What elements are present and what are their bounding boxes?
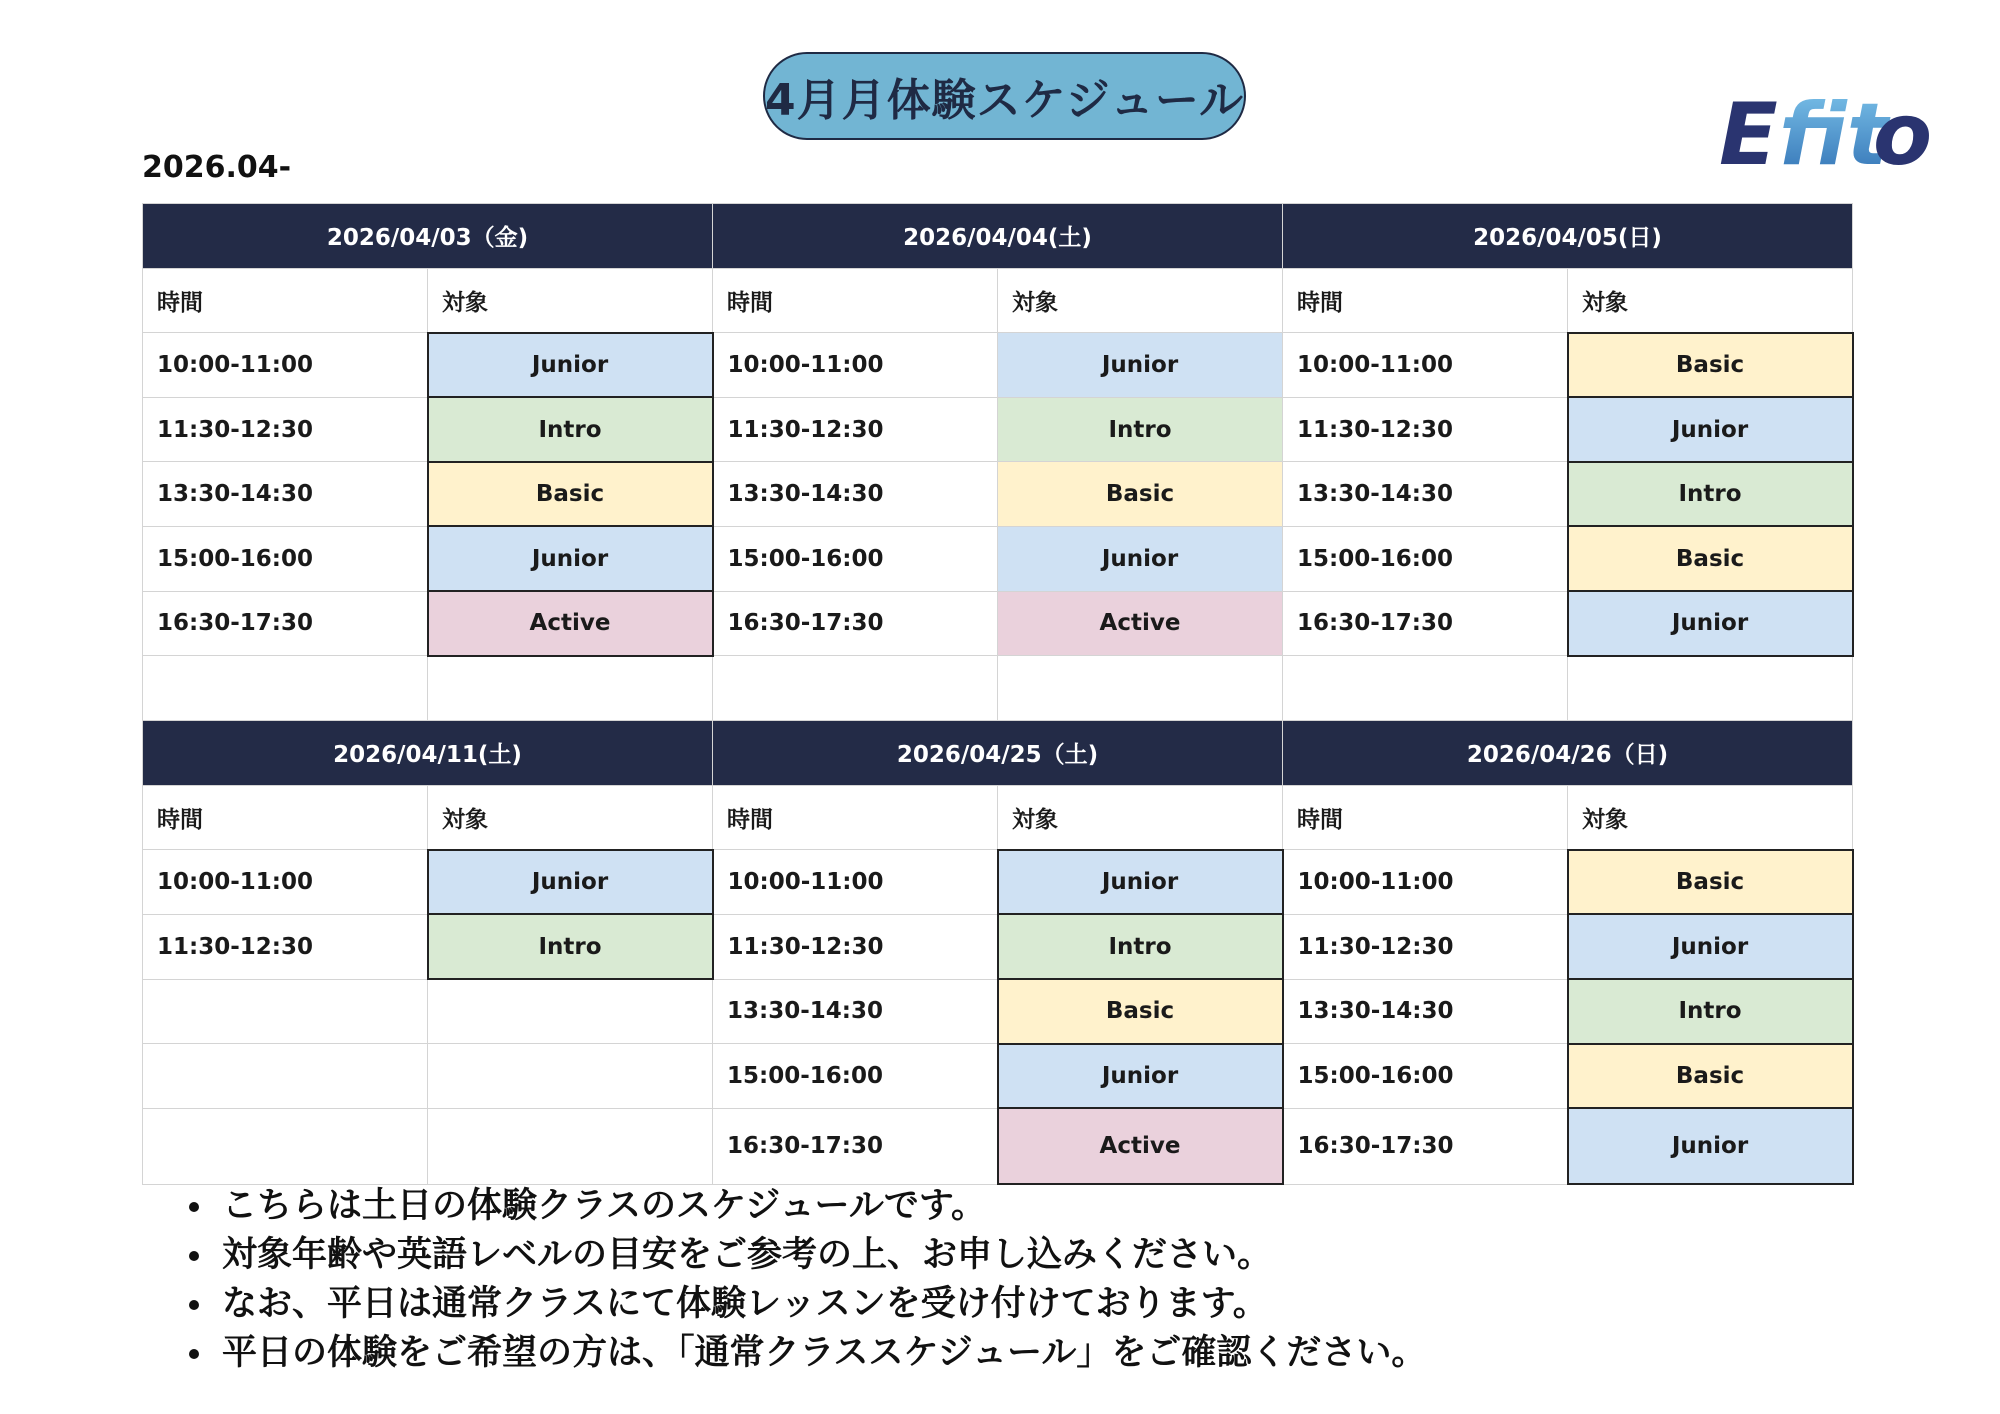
time-cell: 10:00-11:00 — [713, 850, 998, 915]
class-cell: Basic — [998, 462, 1283, 527]
svg-text:fit: fit — [1779, 86, 1888, 176]
class-cell: Basic — [998, 979, 1283, 1044]
class-cell: Junior — [998, 526, 1283, 591]
table-row — [143, 914, 1853, 979]
schedule-table — [142, 203, 1854, 1185]
class-cell: Basic — [1568, 1044, 1853, 1109]
target-column-label: 対象 — [428, 268, 713, 333]
note-item: • こちらは土日の体験クラスのスケジュールです。 — [216, 1182, 1426, 1231]
svg-text:E: E — [1719, 86, 1778, 176]
table-row — [143, 850, 1853, 915]
notes-list — [176, 1182, 1426, 1378]
class-cell — [428, 1044, 713, 1109]
note-item: • なお、平日は通常クラスにて体験レッスンを受け付けております。 — [216, 1280, 1426, 1329]
class-cell: Active — [428, 591, 713, 656]
time-cell: 11:30-12:30 — [1283, 397, 1568, 462]
time-cell: 11:30-12:30 — [143, 914, 428, 979]
time-column-label: 時間 — [1283, 268, 1568, 333]
efito-logo — [1715, 86, 1955, 176]
time-cell: 10:00-11:00 — [713, 333, 998, 398]
note-item: • 対象年齢や英語レベルの目安をご参考の上、お申し込みください。 — [216, 1231, 1426, 1280]
column-label-row — [143, 785, 1853, 850]
class-cell: Junior — [998, 333, 1283, 398]
target-column-label: 対象 — [1568, 785, 1853, 850]
class-cell: Intro — [998, 397, 1283, 462]
time-cell: 15:00-16:00 — [713, 526, 998, 591]
day-header: 2026/04/03（金) — [143, 204, 713, 269]
target-column-label: 対象 — [998, 785, 1283, 850]
class-cell: Junior — [428, 850, 713, 915]
class-cell: Basic — [1568, 850, 1853, 915]
day-header: 2026/04/11(土) — [143, 721, 713, 786]
target-column-label: 対象 — [998, 268, 1283, 333]
class-cell: Active — [998, 1108, 1283, 1184]
time-cell: 15:00-16:00 — [1283, 526, 1568, 591]
time-column-label: 時間 — [143, 785, 428, 850]
class-cell: Basic — [428, 462, 713, 527]
class-cell: Active — [998, 591, 1283, 656]
time-column-label: 時間 — [713, 268, 998, 333]
target-column-label: 対象 — [428, 785, 713, 850]
class-cell: Intro — [428, 397, 713, 462]
time-cell: 13:30-14:30 — [1283, 462, 1568, 527]
time-column-label: 時間 — [1283, 785, 1568, 850]
day-header: 2026/04/04(土) — [713, 204, 1283, 269]
day-header-row — [143, 721, 1853, 786]
class-cell: Junior — [998, 1044, 1283, 1109]
empty-cell — [998, 656, 1283, 721]
time-cell: 10:00-11:00 — [143, 850, 428, 915]
day-header-row — [143, 204, 1853, 269]
time-cell: 11:30-12:30 — [1283, 914, 1568, 979]
target-column-label: 対象 — [1568, 268, 1853, 333]
class-cell: Junior — [428, 333, 713, 398]
time-cell: 16:30-17:30 — [143, 591, 428, 656]
time-cell: 10:00-11:00 — [1283, 333, 1568, 398]
class-cell: Junior — [1568, 1108, 1853, 1184]
class-cell: Intro — [1568, 462, 1853, 527]
class-cell — [428, 1108, 713, 1184]
table-row — [143, 1108, 1853, 1184]
time-cell: 11:30-12:30 — [143, 397, 428, 462]
table-row — [143, 979, 1853, 1044]
spacer-row — [143, 656, 1853, 721]
class-cell: Intro — [1568, 979, 1853, 1044]
time-column-label: 時間 — [713, 785, 998, 850]
time-cell: 15:00-16:00 — [713, 1044, 998, 1109]
time-cell: 11:30-12:30 — [713, 914, 998, 979]
class-cell: Junior — [1568, 914, 1853, 979]
time-cell: 15:00-16:00 — [1283, 1044, 1568, 1109]
class-cell: Junior — [1568, 591, 1853, 656]
table-row — [143, 397, 1853, 462]
day-header: 2026/04/26（日) — [1283, 721, 1853, 786]
class-cell: Junior — [428, 526, 713, 591]
time-cell: 13:30-14:30 — [713, 979, 998, 1044]
time-cell — [143, 979, 428, 1044]
class-cell: Junior — [998, 850, 1283, 915]
empty-cell — [1283, 656, 1568, 721]
day-header: 2026/04/25（土) — [713, 721, 1283, 786]
time-cell: 10:00-11:00 — [1283, 850, 1568, 915]
table-row — [143, 1044, 1853, 1109]
time-cell — [143, 1044, 428, 1109]
time-cell: 16:30-17:30 — [1283, 1108, 1568, 1184]
empty-cell — [428, 656, 713, 721]
empty-cell — [713, 656, 998, 721]
page-title: 4月月体験スケジュール — [763, 52, 1246, 140]
time-column-label: 時間 — [143, 268, 428, 333]
table-row — [143, 591, 1853, 656]
class-cell: Basic — [1568, 333, 1853, 398]
time-cell: 16:30-17:30 — [713, 1108, 998, 1184]
time-cell — [143, 1108, 428, 1184]
class-cell: Basic — [1568, 526, 1853, 591]
time-cell: 16:30-17:30 — [713, 591, 998, 656]
note-item: • 平日の体験をご希望の方は、「通常クラススケジュール」をご確認ください。 — [216, 1329, 1426, 1378]
svg-text:o: o — [1873, 86, 1933, 176]
class-cell: Intro — [998, 914, 1283, 979]
table-row — [143, 526, 1853, 591]
efito-logo-icon — [1715, 86, 1955, 176]
table-row — [143, 462, 1853, 527]
class-cell: Junior — [1568, 397, 1853, 462]
time-cell: 16:30-17:30 — [1283, 591, 1568, 656]
time-cell: 15:00-16:00 — [143, 526, 428, 591]
column-label-row — [143, 268, 1853, 333]
time-cell: 13:30-14:30 — [1283, 979, 1568, 1044]
time-cell: 11:30-12:30 — [713, 397, 998, 462]
empty-cell — [143, 656, 428, 721]
month-label: 2026.04- — [142, 150, 292, 185]
class-cell: Intro — [428, 914, 713, 979]
empty-cell — [1568, 656, 1853, 721]
time-cell: 10:00-11:00 — [143, 333, 428, 398]
class-cell — [428, 979, 713, 1044]
time-cell: 13:30-14:30 — [143, 462, 428, 527]
day-header: 2026/04/05(日) — [1283, 204, 1853, 269]
table-row — [143, 333, 1853, 398]
time-cell: 13:30-14:30 — [713, 462, 998, 527]
